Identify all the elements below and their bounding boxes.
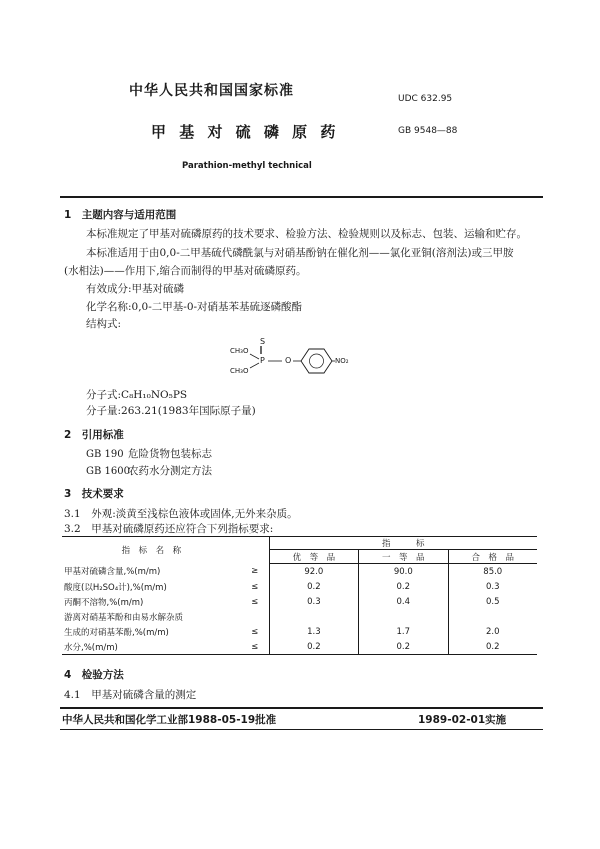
chemical-name: 化学名称:0,0-二甲基-0-对硝基苯基硫逐磷酸酯 (86, 301, 303, 313)
structure-label: 结构式: (86, 318, 122, 330)
row-name: 甲基对硫磷含量,%(m/m) (64, 567, 161, 578)
row-value: 2.0 (448, 624, 537, 639)
active-ingredient: 有效成分:甲基对硫磷 (86, 283, 185, 295)
col-header-spec: 指 标 (269, 537, 537, 550)
row-value (359, 609, 448, 624)
table-row (62, 639, 537, 655)
standard-title: 甲 基 对 硫 磷 原 药 (151, 123, 340, 141)
section1-para2a: 本标准适用于由0,0-二甲基硫代磷酰氯与对硝基酚钠在催化剂——氯化亚铜(溶剂法)或三甲胺 (86, 247, 514, 259)
gb-number: GB 9548—88 (398, 126, 458, 136)
spec-table (62, 537, 537, 655)
row-sym: ≤ (251, 581, 259, 592)
row-value: 0.2 (269, 579, 358, 594)
effective-date: 1989-02-01实施 (418, 714, 507, 726)
section2-heading: 2 引用标准 (64, 429, 124, 441)
section3-item1: 3.1 外观:淡黄至浅棕色液体或固体,无外来杂质。 (64, 508, 298, 520)
row-value: 0.2 (359, 579, 448, 594)
section1-heading: 1 主题内容与适用范围 (64, 209, 177, 221)
row-name: 水分,%(m/m) (62, 639, 241, 655)
structure-ch3o-top: CH₃O (230, 347, 249, 355)
row-sym: ≤ (241, 639, 269, 655)
structure-ch3o-bottom: CH₃O (230, 367, 249, 375)
table-row (62, 609, 537, 624)
row-sym: ≤ (251, 596, 259, 607)
row-name: 生成的对硝基苯酚,%(m/m) (64, 627, 169, 638)
ref-gb1600-title: 农药水分测定方法 (128, 465, 212, 477)
section3-item2: 3.2 甲基对硫磷原药还应符合下列指标要求: (64, 523, 274, 535)
ref-gb190-code: GB 190 (86, 449, 124, 460)
row-name: 游离对硝基苯酚和由易水解杂质 (64, 612, 184, 623)
section3-heading: 3 技术要求 (64, 488, 124, 500)
row-value: 0.2 (448, 639, 537, 655)
row-sym: ≥ (251, 566, 259, 577)
molecular-mass: 分子量:263.21(1983年国际原子量) (86, 405, 256, 417)
structure-double-bond: ‖ (259, 345, 263, 354)
structure-p: P (260, 356, 265, 365)
row-value: 1.7 (359, 624, 448, 639)
row-sym: ≤ (251, 626, 259, 637)
row-sym (241, 609, 269, 624)
col-header-qualified: 合 格 品 (448, 550, 537, 564)
row-name: 丙酮不溶物,%(m/m) (64, 597, 144, 608)
english-title: Parathion-methyl technical (182, 161, 312, 171)
col-header-superior: 优 等 品 (269, 550, 358, 564)
col-header-first: 一 等 品 (359, 550, 448, 564)
table-row (62, 564, 537, 580)
footer-rule-top (60, 707, 543, 709)
row-value: 85.0 (448, 564, 537, 580)
approval-note: 中华人民共和国化学工业部1988-05-19批准 (62, 714, 277, 726)
row-value: 0.5 (448, 594, 537, 609)
molecular-formula: 分子式:C₈H₁₀NO₅PS (86, 389, 188, 401)
section1-para1: 本标准规定了甲基对硫磷原药的技术要求、检验方法、检验规则以及标志、包装、运输和贮存。 (86, 228, 527, 240)
section4-heading: 4 检验方法 (64, 669, 124, 681)
row-value (448, 609, 537, 624)
udc-code: UDC 632.95 (398, 94, 453, 104)
table-row (62, 624, 537, 639)
row-value: 90.0 (359, 564, 448, 580)
structure-no2: NO₂ (335, 357, 349, 365)
section4-item1: 4.1 甲基对硫磷含量的测定 (64, 689, 197, 701)
ref-gb1600-code: GB 1600 (86, 466, 130, 477)
structure-s: S (260, 337, 266, 346)
row-value: 0.2 (359, 639, 448, 655)
row-value: 0.2 (269, 639, 358, 655)
table-row (62, 579, 537, 594)
structure-o: O (285, 356, 292, 365)
ref-gb190-title: 危险货物包装标志 (128, 448, 212, 460)
issuing-org: 中华人民共和国国家标准 (129, 83, 294, 99)
row-value: 0.4 (359, 594, 448, 609)
col-header-name: 指 标 名 称 (121, 546, 182, 557)
row-name: 酸度(以H₂SO₄计),%(m/m) (64, 582, 167, 593)
row-value: 0.3 (448, 579, 537, 594)
section1-para2b: (水相法)——作用下,缩合而制得的甲基对硫磷原药。 (64, 265, 307, 277)
table-row (62, 594, 537, 609)
row-value: 0.3 (269, 594, 358, 609)
col-header-sym (241, 537, 269, 564)
row-value: 1.3 (269, 624, 358, 639)
header-rule (60, 196, 543, 198)
row-value (269, 609, 358, 624)
footer-rule-bottom (60, 729, 543, 730)
benzene-ring-diagram (225, 340, 345, 380)
row-value: 92.0 (269, 564, 358, 580)
